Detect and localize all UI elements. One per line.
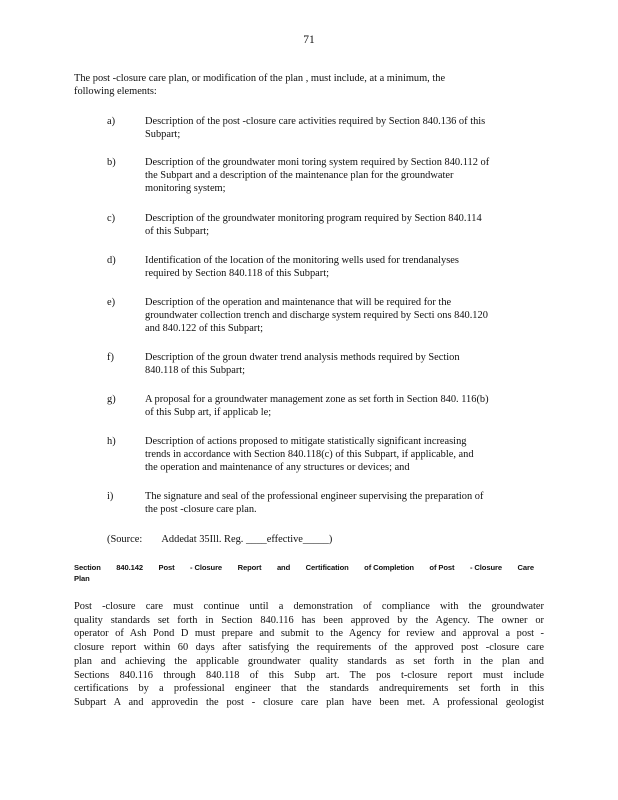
list-item-line: Identification of the location of the monitoring wells used for trendanalyses: [145, 255, 459, 266]
heading-word: of Post: [429, 563, 455, 572]
section-heading-line: Plan: [74, 574, 90, 583]
list-item-line: Description of actions proposed to mitigate statistically significant increasing: [145, 436, 467, 447]
list-item-line: A proposal for a groundwater management zone as set forth in Section 840. 116(b): [145, 394, 489, 405]
list-item-line: of this Subp art, if applicab le;: [145, 407, 272, 419]
body-line: Sections 840.116 through 840.118 of this Subp art. The pos t-closure report must include: [74, 669, 544, 681]
source-text: Addedat 35Ill. Reg. ____effective_____): [161, 534, 333, 545]
list-item-letter: f): [107, 352, 114, 363]
list-item-line: Description of the groundwater monitoring program required by Section 840.114: [145, 213, 482, 224]
list-item-line: trends in accordance with Section 840.118(c) of this Subpart, if applicable, and: [145, 449, 474, 461]
list-item-text: [145, 296, 545, 336]
list-item-text: [145, 393, 545, 419]
list-item-text: [145, 212, 545, 238]
list-item-letter: e): [107, 297, 116, 308]
body-line: closure report within 60 days after satisfying the requirements of the approved post -closure care: [74, 642, 544, 654]
body-line: Subpart A and approvedin the post - closure care plan have been met. A professional geologist: [74, 696, 544, 708]
body-line: operator of Ash Pond D must prepare and submit to the Agency for review and approval a post -: [74, 628, 544, 640]
heading-word: and: [276, 563, 291, 572]
list-item-text: [145, 254, 545, 280]
list-item-text: [145, 435, 545, 475]
heading-word: 840.142: [116, 563, 143, 572]
list-item-text: [145, 351, 545, 377]
list-item-line: Subpart;: [145, 129, 181, 141]
list-item-letter: i): [107, 491, 114, 502]
list-item-letter: d): [107, 255, 116, 266]
source-note: [107, 533, 332, 546]
body-line: certifications by a professional engineer that the standards andrequirements set forth in this: [74, 683, 544, 695]
section-heading: [74, 562, 534, 584]
list-item-letter: b): [107, 157, 116, 168]
list-item-line: monitoring system;: [145, 183, 226, 195]
heading-word: Section: [74, 563, 101, 572]
heading-word: Care: [517, 563, 534, 572]
body-line: Post -closure care must continue until a demonstration of compliance with the groundwater: [74, 601, 544, 612]
list-item-line: Description of the post -closure care activities required by Section 840.136 of this: [145, 116, 486, 127]
heading-word: - Closure: [190, 563, 223, 572]
list-item-line: groundwater collection trench and discharge system required by Secti ons 840.120: [145, 310, 488, 322]
list-item-line: Description of the groundwater moni toring system required by Section 840.112 of: [145, 157, 490, 168]
body-paragraph: [74, 600, 544, 710]
intro-line: following elements:: [74, 86, 157, 98]
intro-line: The post -closure care plan, or modification of the plan , must include, at a minimum, the: [74, 73, 446, 84]
body-line: plan and achieving the applicable groundwater quality standards as set forth in the plan and: [74, 655, 544, 667]
list-item-letter: c): [107, 213, 116, 224]
body-line: quality standards set forth in Section 840.116 has been approved by the Agency. The owner or: [74, 614, 544, 626]
list-item-letter: h): [107, 436, 116, 447]
list-item-line: 840.118 of this Subpart;: [145, 365, 246, 377]
list-item-line: and 840.122 of this Subpart;: [145, 323, 264, 335]
list-item-text: [145, 115, 545, 141]
list-item-letter: a): [107, 116, 116, 127]
list-item-text: [145, 156, 545, 196]
list-item-line: required by Section 840.118 of this Subpart;: [145, 268, 330, 280]
heading-word: Report: [237, 563, 262, 572]
section-heading-line: [74, 562, 534, 573]
list-item-line: Description of the operation and maintenance that will be required for the: [145, 297, 452, 308]
list-item-line: the post -closure care plan.: [145, 504, 257, 516]
intro-paragraph: [74, 72, 544, 99]
source-label: (Source:: [107, 534, 143, 545]
heading-word: Post: [158, 563, 175, 572]
heading-word: of Completion: [364, 563, 414, 572]
list-item-line: The signature and seal of the professional engineer supervising the preparation of: [145, 491, 484, 502]
list-item-line: the operation and maintenance of any structures or devices; and: [145, 462, 410, 474]
list-item-text: [145, 490, 545, 516]
list-item-letter: g): [107, 394, 116, 405]
heading-word: Certification: [305, 563, 349, 572]
page-number: 71: [303, 34, 315, 46]
list-item-line: of this Subpart;: [145, 226, 210, 238]
heading-word: - Closure: [469, 563, 502, 572]
list-item-line: the Subpart and a description of the maintenance plan for the groundwater: [145, 170, 454, 182]
list-item-line: Description of the groun dwater trend analysis methods required by Section: [145, 352, 460, 363]
